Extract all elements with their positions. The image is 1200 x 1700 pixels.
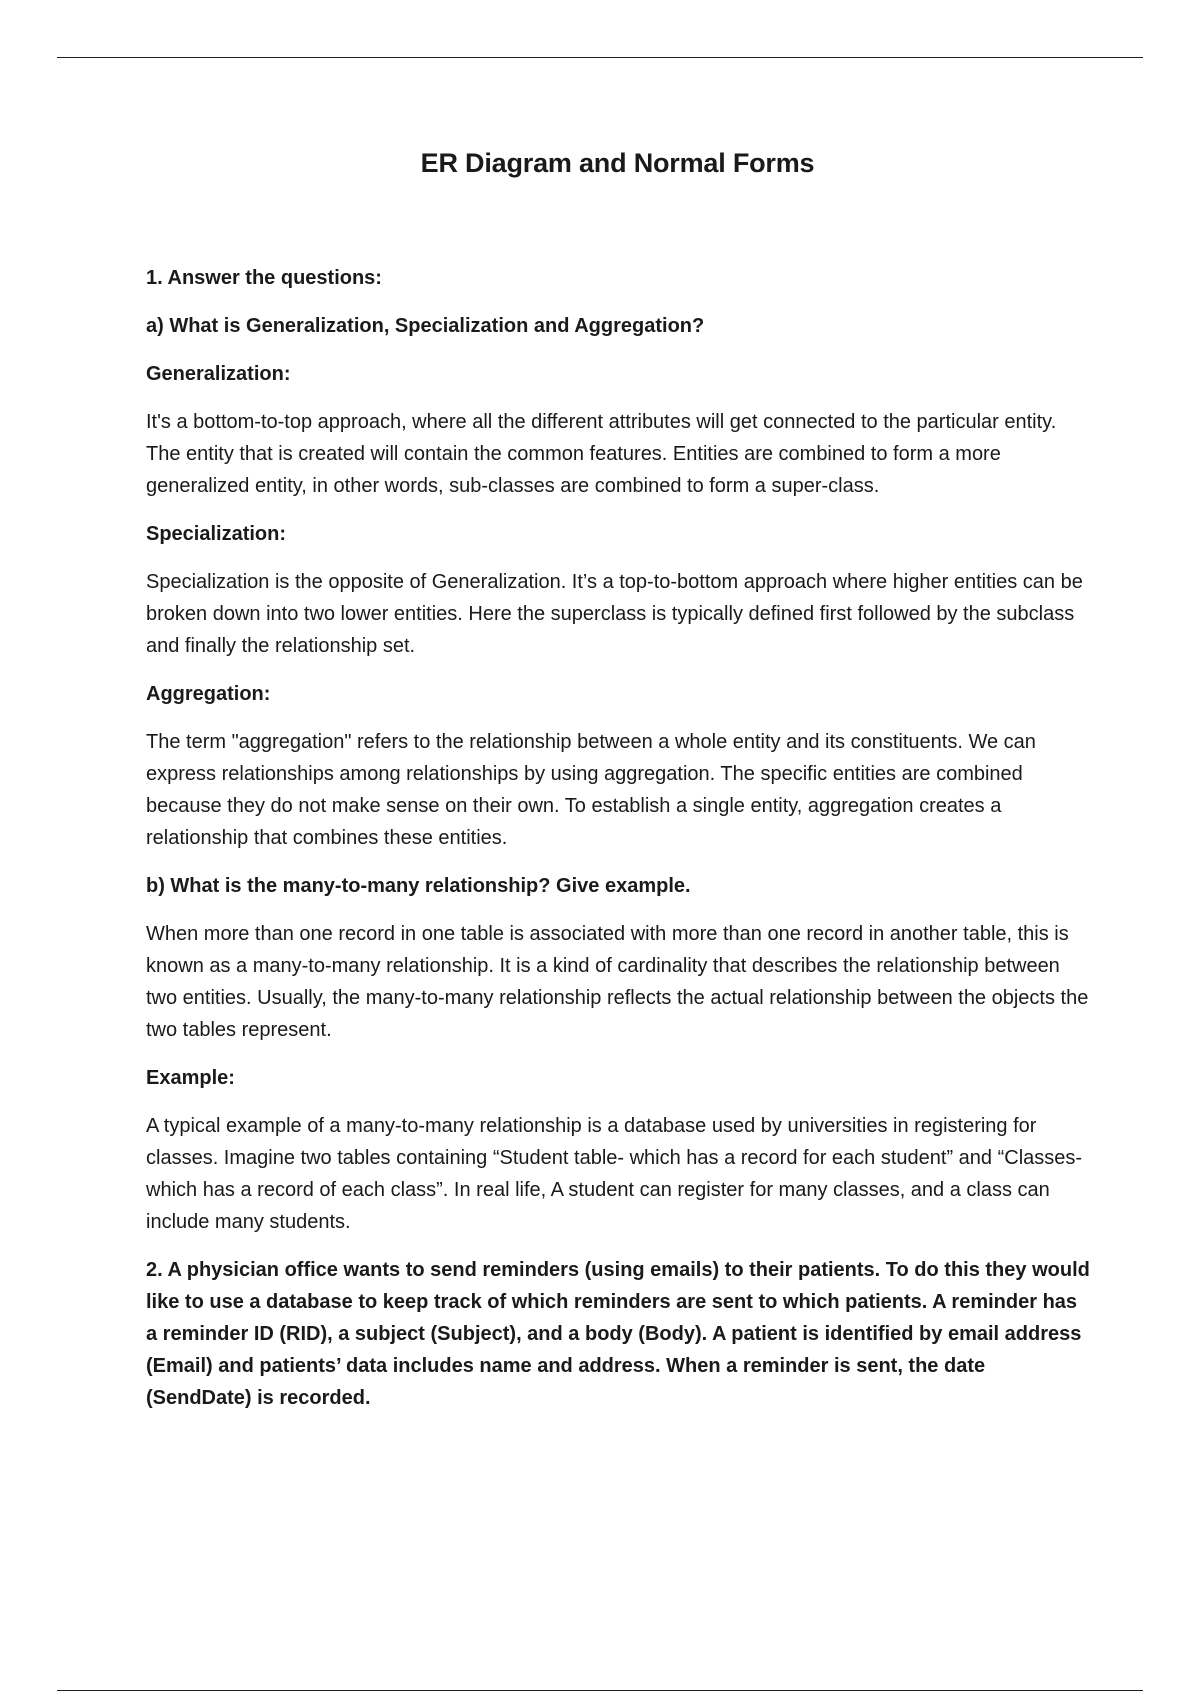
- example-text: A typical example of a many-to-many relationship is a database used by universities in registering for classes. Imagine two tables containing “Student table- which has a record for each student” and “Classes- which has a record of each class”. In real life, A student can register for many classes, and a class can include many students.: [146, 1115, 1083, 1233]
- example-label: Example:: [146, 1067, 235, 1089]
- footer-rule: [57, 1690, 1143, 1691]
- generalization-label: Generalization:: [146, 363, 291, 385]
- document-title: ER Diagram and Normal Forms: [420, 148, 815, 178]
- specialization-text: Specialization is the opposite of Generalization. It’s a top-to-bottom approach where higher entities can be broken down into two lower entities. Here the superclass is typically defined first followed by the subclass and finally the relationship set.: [146, 571, 1083, 657]
- question-1a: a) What is Generalization, Specialization and Aggregation?: [146, 315, 705, 337]
- aggregation-label: Aggregation:: [146, 683, 271, 705]
- header-rule: [57, 57, 1143, 58]
- question-1b: b) What is the many-to-many relationship? Give example.: [146, 875, 691, 897]
- question-1-heading: 1. Answer the questions:: [146, 267, 382, 289]
- generalization-text: It's a bottom-to-top approach, where all the different attributes will get connected to the particular entity. The entity that is created will contain the common features. Entities are combined to form a more generalized entity, in other words, sub-classes are combined to form a super-class.: [146, 411, 1057, 497]
- aggregation-text: The term "aggregation" refers to the relationship between a whole entity and its constituents. We can express relationships among relationships by using aggregation. The specific entities are combined because they do not make sense on their own. To establish a single entity, aggregation creates a relationship that combines these entities.: [146, 731, 1036, 849]
- specialization-label: Specialization:: [146, 523, 287, 545]
- many-to-many-text: When more than one record in one table is associated with more than one record in another table, this is known as a many-to-many relationship. It is a kind of cardinality that describes the relationship between two entities. Usually, the many-to-many relationship reflects the actual relationship between the objects the two tables represent.: [146, 923, 1089, 1041]
- question-2: 2. A physician office wants to send reminders (using emails) to their patients. To do this they would like to use a database to keep track of which reminders are sent to which patients. A reminder has a reminder ID (RID), a subject (Subject), and a body (Body). A patient is identified by email address (Email) and patients’ data includes name and address. When a reminder is sent, the date (SendDate) is recorded.: [146, 1259, 1090, 1409]
- document-body: [146, 262, 1091, 1430]
